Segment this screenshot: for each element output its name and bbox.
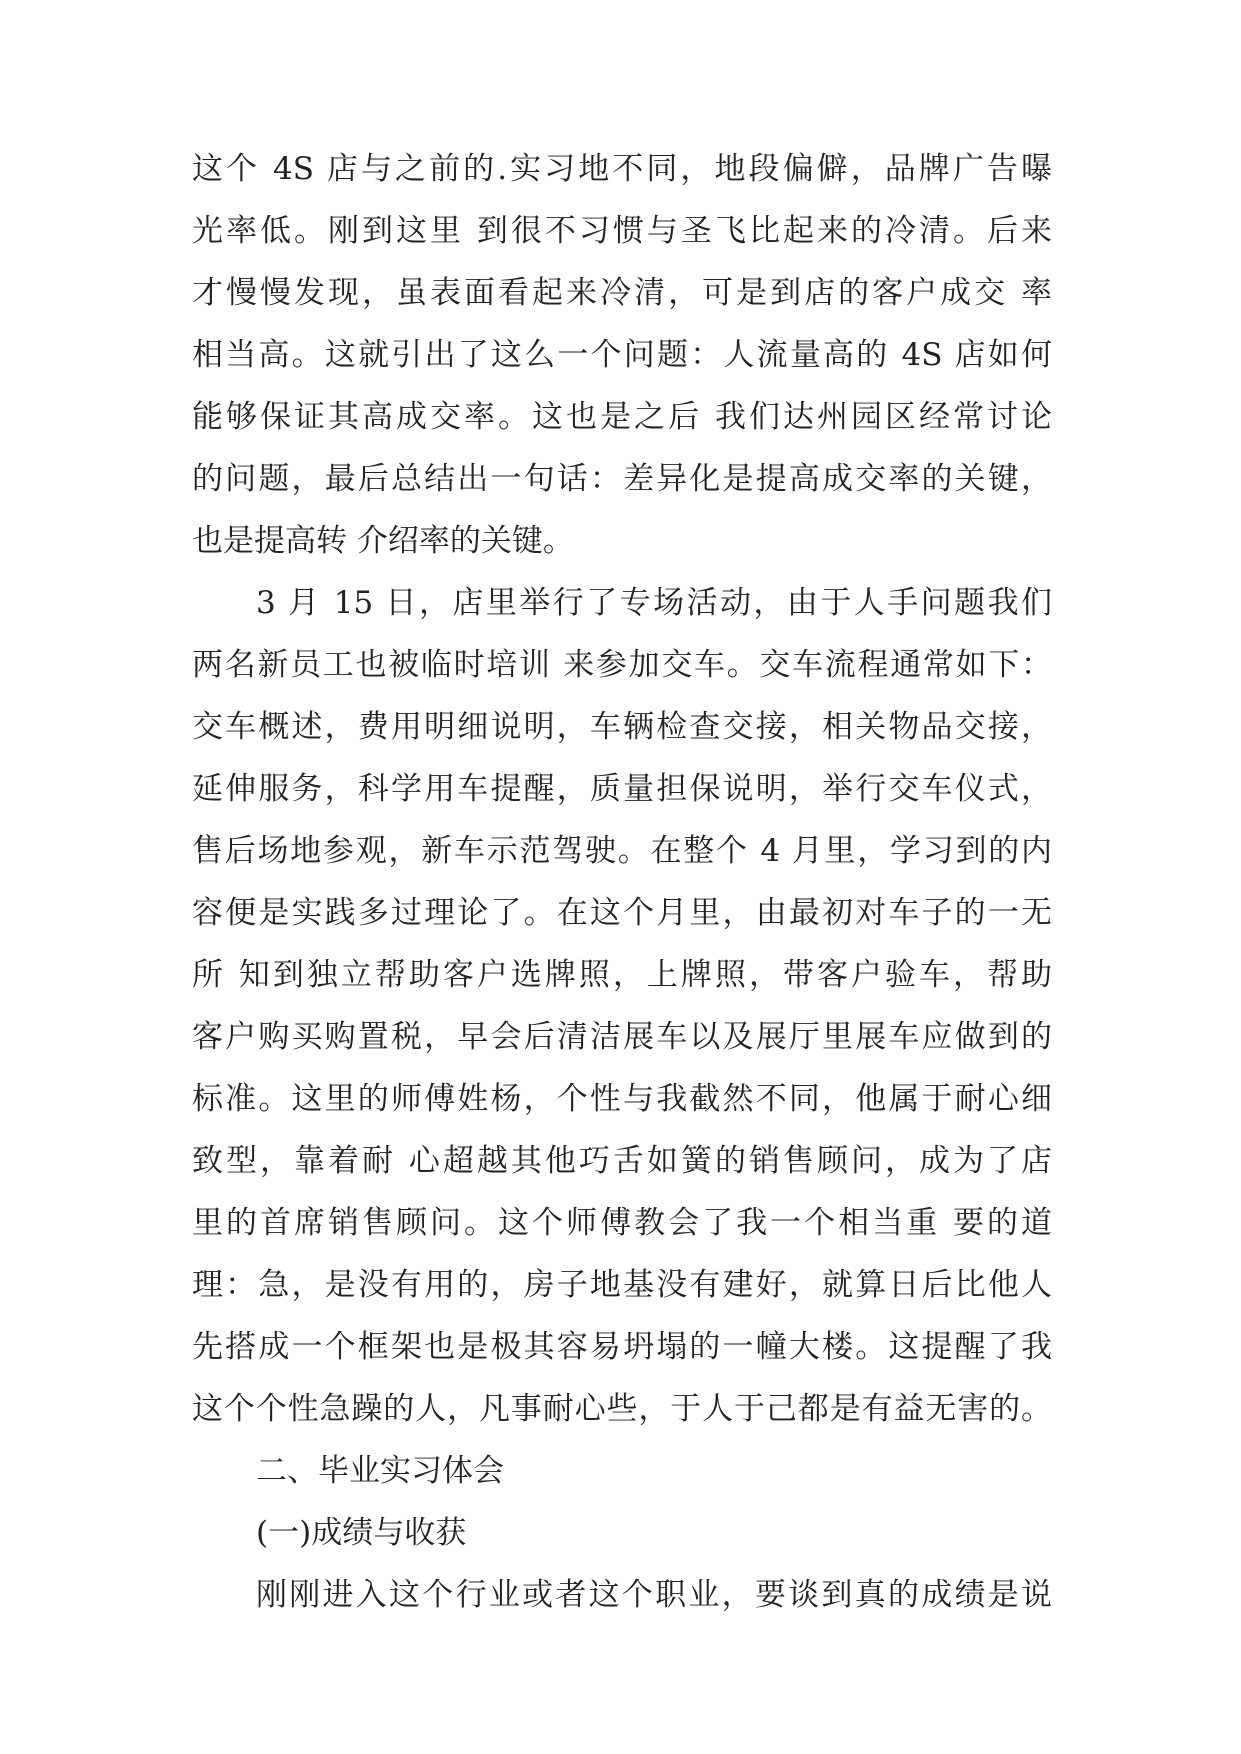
paragraph-line: 交车概述，费用明细说明，车辆检查交接，相关物品交接， [192, 709, 1052, 745]
paragraph-line: 先搭成一个框架也是极其容易坍塌的一幢大楼。这提醒了我 [192, 1329, 1052, 1365]
paragraph-line: 两名新员工也被临时培训 来参加交车。交车流程通常如下： [192, 647, 1052, 683]
paragraph-line: 才慢慢发现，虽表面看起来冷清，可是到店的客户成交 率 [192, 275, 1052, 311]
paragraph-line: 刚刚进入这个行业或者这个职业，要谈到真的成绩是说 [256, 1577, 1052, 1613]
paragraph-line: 标准。这里的师傅姓杨，个性与我截然不同，他属于耐心细 [192, 1081, 1052, 1117]
paragraph-line: 理：急，是没有用的，房子地基没有建好，就算日后比他人 [192, 1267, 1052, 1303]
subsection-heading: (一)成绩与收获 [256, 1515, 467, 1551]
paragraph-line: 也是提高转 介绍率的关键。 [192, 523, 574, 559]
paragraph-line: 光率低。刚到这里 到很不习惯与圣飞比起来的冷清。后来 [192, 213, 1052, 249]
paragraph-line: 相当高。这就引出了这么一个问题：人流量高的 4S 店如何 [192, 337, 1052, 373]
paragraph-line: 这个个性急躁的人，凡事耐心些，于人于己都是有益无害的。 [192, 1391, 1052, 1427]
paragraph-line: 容便是实践多过理论了。在这个月里，由最初对车子的一无 [192, 895, 1052, 931]
paragraph-line: 里的首席销售顾问。这个师傅教会了我一个相当重 要的道 [192, 1205, 1052, 1241]
paragraph-line: 3 月 15 日，店里举行了专场活动，由于人手问题我们 [256, 585, 1052, 621]
paragraph-line: 这个 4S 店与之前的.实习地不同，地段偏僻，品牌广告曝 [192, 151, 1052, 187]
paragraph-line: 致型，靠着耐 心超越其他巧舌如簧的销售顾问，成为了店 [192, 1143, 1052, 1179]
paragraph-line: 延伸服务，科学用车提醒，质量担保说明，举行交车仪式， [192, 771, 1052, 807]
paragraph-line: 售后场地参观，新车示范驾驶。在整个 4 月里，学习到的内 [192, 833, 1052, 869]
paragraph-line: 客户购买购置税，早会后清洁展车以及展厅里展车应做到的 [192, 1019, 1052, 1055]
paragraph-line: 所 知到独立帮助客户选牌照，上牌照，带客户验车，帮助 [192, 957, 1052, 993]
paragraph-line: 能够保证其高成交率。这也是之后 我们达州园区经常讨论 [192, 399, 1052, 435]
paragraph-line: 的问题，最后总结出一句话：差异化是提高成交率的关键， [192, 461, 1052, 497]
section-heading: 二、毕业实习体会 [256, 1453, 504, 1489]
